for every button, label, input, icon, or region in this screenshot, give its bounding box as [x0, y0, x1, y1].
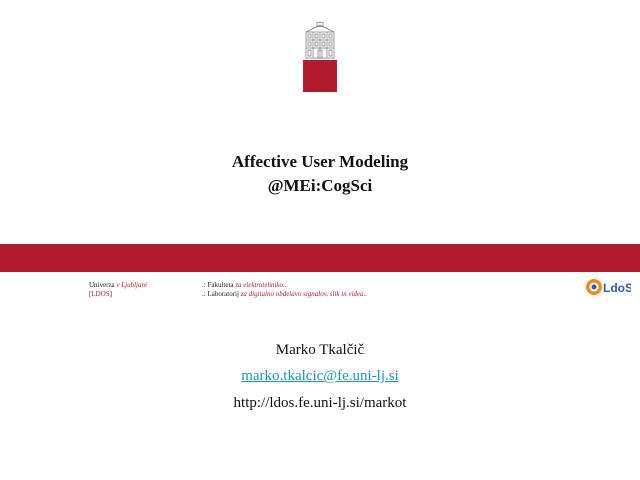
ldos-logo-icon	[585, 275, 631, 299]
faculty-prefix: .: Fakulteta	[202, 281, 234, 289]
author-name: Marko Tkalčič	[275, 342, 365, 358]
laboratory-prefix: .: Laboratorij	[202, 290, 239, 298]
university-affiliation	[89, 281, 147, 290]
university-logo	[303, 22, 337, 92]
lab-bracket-close: ]	[109, 290, 112, 298]
laboratory-name: za digitalno obdelavo signalov, slik in videa..	[240, 290, 368, 298]
author-email-link[interactable]: marko.tkalcic@fe.uni-lj.si	[241, 368, 399, 384]
lab-acronym	[89, 290, 112, 299]
university-city: v Ljubljani	[116, 281, 147, 289]
red-divider-band	[0, 244, 640, 272]
lab-bracket-open: [	[89, 290, 92, 298]
author-url: http://ldos.fe.uni-lj.si/markot	[233, 395, 407, 411]
laboratory-affiliation	[202, 290, 367, 299]
presentation-subtitle: @MEi:CogSci	[267, 176, 373, 195]
faculty-affiliation	[202, 281, 287, 290]
presentation-title: Affective User Modeling	[231, 152, 409, 171]
lab-name: LDOS	[91, 290, 110, 298]
faculty-name: za elektrotehniko..	[235, 281, 287, 289]
university-prefix: Univerza	[89, 281, 115, 289]
svg-text:LdoS: LdoS	[603, 281, 631, 295]
